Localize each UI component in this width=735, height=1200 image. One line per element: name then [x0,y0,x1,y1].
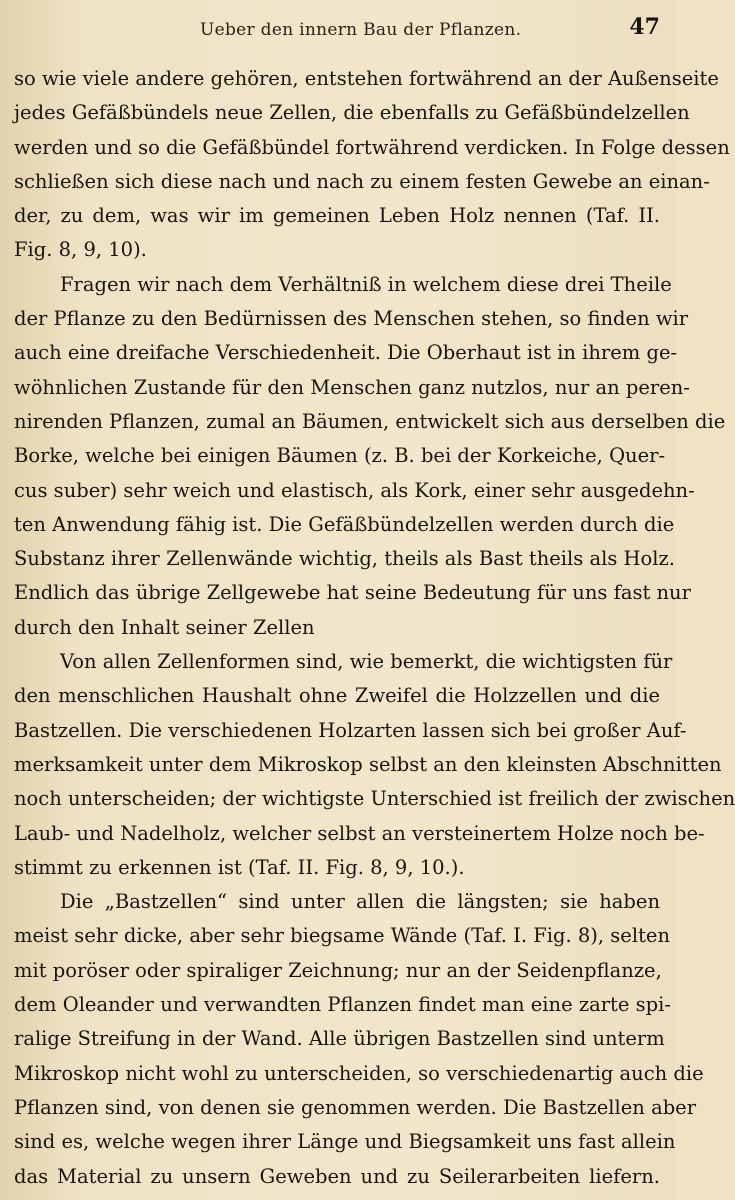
text-line: der Pflanze zu den Bedürnissen des Menschen stehen, so finden wir [14,307,689,331]
text-line: Borke, welche bei einigen Bäumen (z. B. bei der Korkeiche, Quer- [14,444,666,468]
text-line: Bastzellen. Die verschiedenen Holzarten lassen sich bei großer Auf- [14,718,687,742]
text-line: werden und so die Gefäßbündel fortwährend verdicken. In Folge dessen [14,135,730,159]
text-line: ralige Streifung in der Wand. Alle übrigen Bastzellen sind unterm [14,1027,665,1051]
text-line: sind es, welche wegen ihrer Länge und Biegsamkeit uns fast allein [14,1130,676,1154]
body-text [14,62,735,1194]
text-line: Fragen wir nach dem Verhältniß in welchem diese drei Theile [60,272,672,296]
text-line: jedes Gefäßbündels neue Zellen, die ebenfalls zu Gefäßbündelzellen [14,101,690,125]
text-line: cus suber) sehr weich und elastisch, als Kork, einer sehr ausgedehn- [14,478,695,502]
text-line: Pflanzen sind, von denen sie genommen werden. Die Bastzellen aber [14,1095,697,1119]
text-line: Laub- und Nadelholz, welcher selbst an versteinertem Holze noch be- [14,821,705,845]
text-line: auch eine dreifache Verschiedenheit. Die Oberhaut ist in ihrem ge- [14,341,678,365]
text-line: Fig. 8, 9, 10). [14,238,147,262]
text-line: noch unterscheiden; der wichtigste Unterschied ist freilich der zwischen [14,787,735,811]
text-line: durch den Inhalt seiner Zellen [14,615,315,639]
running-head: Ueber den innern Bau der Pflanzen. [200,20,522,40]
page-number: 47 [629,14,660,40]
text-line: wöhnlichen Zustande für den Menschen ganz nutzlos, nur an peren- [14,375,690,399]
text-line: nirenden Pflanzen, zumal an Bäumen, entwickelt sich aus derselben die [14,409,726,433]
text-line: Die „Bastzellen“ sind unter allen die längsten; sie haben [60,890,660,914]
text-line: Endlich das übrige Zellgewebe hat seine Bedeutung für uns fast nur [14,581,691,605]
text-line: das Material zu unsern Geweben und zu Seilerarbeiten liefern. [14,1164,660,1188]
text-line: Substanz ihrer Zellenwände wichtig, theils als Bast theils als Holz. [14,547,676,571]
page-header [0,12,674,46]
text-line: merksamkeit unter dem Mikroskop selbst an den kleinsten Abschnitten [14,752,722,776]
text-line: dem Oleander und verwandten Pflanzen findet man eine zarte spi- [14,993,671,1017]
text-line: ten Anwendung fähig ist. Die Gefäßbündelzellen werden durch die [14,512,675,536]
text-line: so wie viele andere gehören, entstehen fortwährend an der Außenseite [14,67,719,90]
text-line: stimmt zu erkennen ist (Taf. II. Fig. 8, 9, 10.). [14,855,465,879]
text-line: den menschlichen Haushalt ohne Zweifel die Holzzellen und die [14,684,660,708]
text-line: meist sehr dicke, aber sehr biegsame Wände (Taf. I. Fig. 8), selten [14,924,671,948]
text-line: schließen sich diese nach und nach zu einem festen Gewebe an einan- [14,169,710,193]
text-line: mit poröser oder spiraliger Zeichnung; nur an der Seidenpflanze, [14,958,662,982]
text-line: Mikroskop nicht wohl zu unterscheiden, so verschiedenartig auch die [14,1061,704,1085]
text-line: Von allen Zellenformen sind, wie bemerkt, die wichtigsten für [60,650,673,674]
text-line: der, zu dem, was wir im gemeinen Leben Holz nennen (Taf. II. [14,204,660,228]
